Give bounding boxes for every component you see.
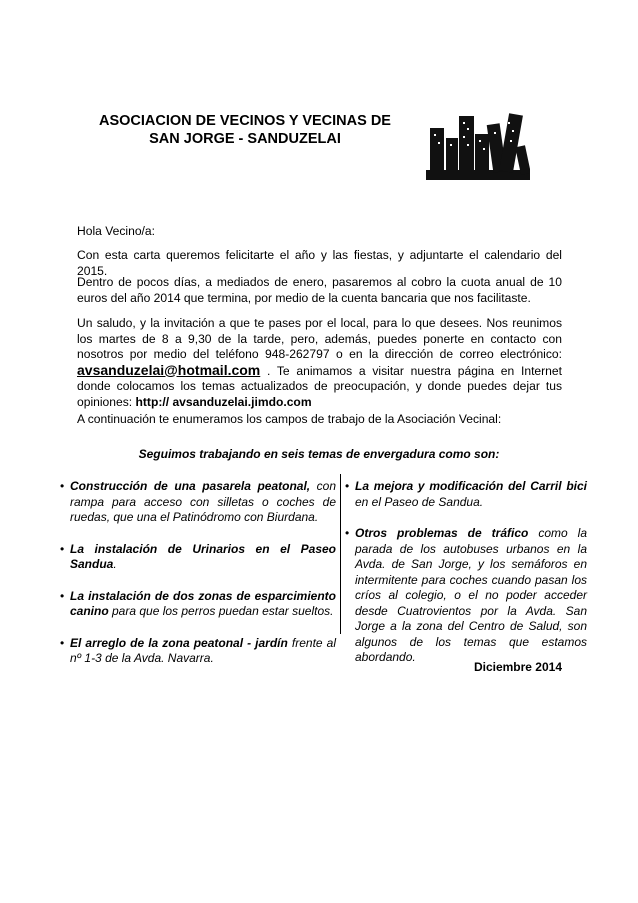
topic-detail: como la parada de los autobuses urbanos en la Avda. de San Jorge, y los semáforos en intermitente para coches cuando pasan los críos al colegio, o el no poder acceder desde Cuatrovientos por la Avda. San Jorge a la zona del Centro de Salud, son algunos de los temas que estamos abordando. xyxy=(355,526,588,664)
topic-title: La instalación de Urinarios en el Paseo Sandua xyxy=(70,541,336,571)
topic-item xyxy=(345,479,587,510)
topic-detail: en el Paseo de Sandua. xyxy=(355,494,484,509)
bullet-icon: • xyxy=(345,479,350,493)
bullet-icon: • xyxy=(345,526,350,540)
contact-text-2: . Te animamos a visitar nuestra página en Internet donde colocamos los temas actualizados de preocupación, y donde puedes dejar tus opiniones: xyxy=(77,363,562,409)
topic-title: Construcción de una pasarela peatonal, xyxy=(70,479,311,493)
title-line-2: SAN JORGE - SANDUZELAI xyxy=(149,131,341,147)
topics-right-column xyxy=(345,479,587,682)
topic-detail: con rampa para acceso con silletas o coches de ruedas, que una el Patinódromo con Biurdana. xyxy=(70,479,337,524)
topic-title: La instalación de dos zonas de esparcimiento canino xyxy=(70,588,336,618)
city-buildings-icon xyxy=(426,108,530,182)
website-link[interactable]: http:// avsanduzelai.jimdo.com xyxy=(135,394,312,409)
bullet-icon: • xyxy=(60,588,65,603)
topic-title: El arreglo de la zona peatonal - jardín xyxy=(70,635,288,650)
topic-item xyxy=(60,479,336,526)
column-divider xyxy=(340,474,341,634)
topics-heading: Seguimos trabajando en seis temas de envergadura como son: xyxy=(138,447,500,461)
topics-left-column xyxy=(60,479,336,683)
paragraph-calendar: Con esta carta queremos felicitarte el año y las fiestas, y adjuntarte el calendario del 2015. xyxy=(77,248,562,278)
bullet-icon: • xyxy=(60,541,65,556)
email-link[interactable]: avsanduzelai@hotmail.com xyxy=(77,361,261,378)
paragraph-intro-topics: A continuación te enumeramos los campos de trabajo de la Asociación Vecinal: xyxy=(77,412,502,426)
topic-detail: . xyxy=(113,557,117,571)
contact-text: Un saludo, y la invitación a que te pases por el local, para lo que desees. Nos reunimos los martes de 8 a 9,30 de la tarde, pero, además, puedes ponerte en contacto con nosotros por medio del teléfono 948-262797 o en la dirección de correo electrónico: xyxy=(77,316,562,361)
topic-title: La mejora y modificación del Carril bici xyxy=(355,479,587,493)
topic-item xyxy=(60,636,336,667)
bullet-icon: • xyxy=(60,635,65,650)
topic-item xyxy=(345,526,587,666)
topic-detail: para que los perros puedan estar sueltos. xyxy=(108,604,334,618)
association-title xyxy=(80,112,410,148)
letter-date: Diciembre 2014 xyxy=(473,660,562,674)
topic-item xyxy=(60,589,336,620)
greeting: Hola Vecino/a: xyxy=(77,224,155,238)
topic-detail: frente al nº 1-3 de la Avda. Navarra. xyxy=(70,635,336,665)
topic-item xyxy=(60,542,336,573)
paragraph-fee: Dentro de pocos días, a mediados de enero, pasaremos al cobro la cuota anual de 10 euros del año 2014 que termina, por medio de la cuenta bancaria que nos facilitaste. xyxy=(77,275,562,305)
topic-title: Otros problemas de tráfico xyxy=(355,526,529,540)
paragraph-contact xyxy=(77,316,562,410)
bullet-icon: • xyxy=(60,479,65,493)
title-line-1: ASOCIACION DE VECINOS Y VECINAS DE xyxy=(99,113,391,129)
